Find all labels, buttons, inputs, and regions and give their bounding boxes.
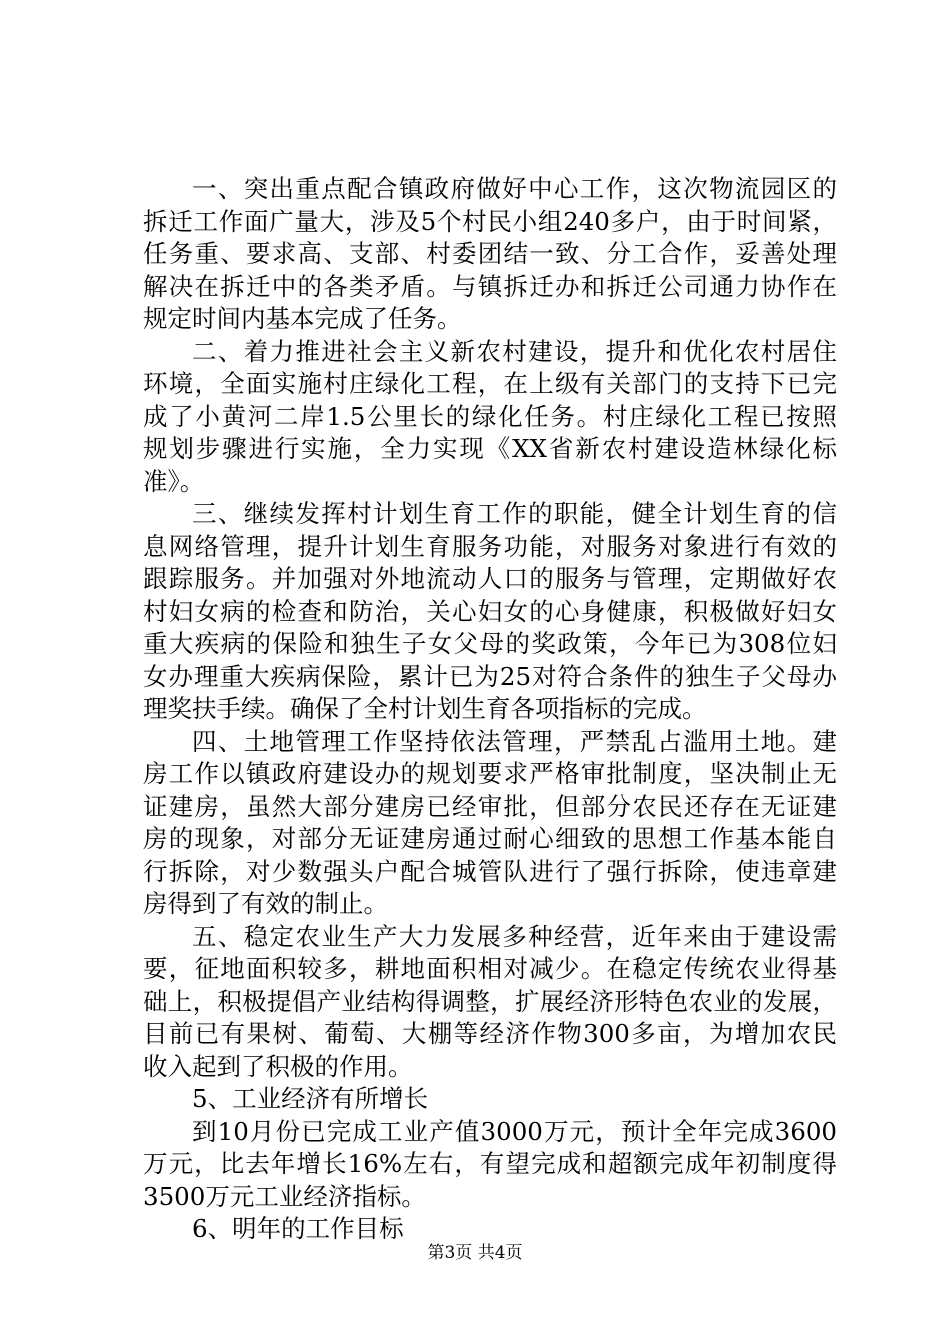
text-line: 要，征地面积较多，耕地面积相对减少。在稳定传统农业得基	[143, 954, 837, 983]
text-line: 女办理重大疾病保险，累计已为25对符合条件的独生子父母办	[143, 661, 837, 691]
text-line: 房得到了有效的制止。	[143, 889, 388, 918]
text-line: 一、突出重点配合镇政府做好中心工作，这次物流园区的	[192, 174, 837, 203]
text-line: 规划步骤进行实施，全力实现《XX省新农村建设造林绿化标	[143, 434, 837, 463]
text-line: 规定时间内基本完成了任务。	[143, 304, 462, 333]
text-line: 收入起到了积极的作用。	[143, 1051, 413, 1081]
text-line: 重大疾病的保险和独生子女父母的奖政策，今年已为308位妇	[143, 629, 837, 658]
text-line: 理奖扶手续。确保了全村计划生育各项指标的完成。	[143, 694, 707, 723]
text-line: 万元，比去年增长16%左右，有望完成和超额完成年初制度得	[143, 1149, 837, 1178]
text-line: 任务重、要求高、支部、村委团结一致、分工合作，妥善处理	[143, 239, 837, 268]
document-body	[143, 173, 837, 1246]
text-line: 房工作以镇政府建设办的规划要求严格审批制度，坚决制止无	[143, 759, 837, 788]
text-line: 证建房，虽然大部分建房已经审批，但部分农民还存在无证建	[143, 791, 837, 821]
text-line: 准》。	[143, 466, 205, 496]
text-line: 村妇女病的检查和防治，关心妇女的心身健康，积极做好妇女	[143, 596, 837, 626]
text-line: 3500万元工业经济指标。	[143, 1181, 426, 1211]
text-line: 础上，积极提倡产业结构得调整，扩展经济形特色农业的发展，	[143, 986, 837, 1016]
text-line: 5、工业经济有所增长	[192, 1084, 429, 1113]
text-line: 成了小黄河二岸1.5公里长的绿化任务。村庄绿化工程已按照	[143, 401, 837, 431]
text-line: 环境，全面实施村庄绿化工程，在上级有关部门的支持下已完	[143, 369, 837, 398]
text-line: 四、土地管理工作坚持依法管理，严禁乱占滥用土地。建	[192, 726, 837, 756]
text-line: 息网络管理，提升计划生育服务功能，对服务对象进行有效的	[143, 531, 837, 561]
text-line: 房的现象，对部分无证建房通过耐心细致的思想工作基本能自	[143, 824, 837, 853]
text-line: 目前已有果树、葡萄、大棚等经济作物300多亩，为增加农民	[143, 1019, 837, 1048]
text-line: 行拆除，对少数强头户配合城管队进行了强行拆除，使违章建	[143, 856, 837, 886]
text-line: 五、稳定农业生产大力发展多种经营，近年来由于建设需	[192, 921, 837, 951]
text-line: 三、继续发挥村计划生育工作的职能，健全计划生育的信	[192, 499, 837, 528]
text-line: 6、明年的工作目标	[192, 1214, 404, 1243]
text-line: 拆迁工作面广量大，涉及5个村民小组240多户，由于时间紧，	[143, 206, 837, 236]
text-line: 二、着力推进社会主义新农村建设，提升和优化农村居住	[192, 336, 837, 366]
page-footer: 第3页 共4页	[427, 1243, 523, 1263]
text-line: 跟踪服务。并加强对外地流动人口的服务与管理，定期做好农	[143, 564, 837, 593]
text-line: 解决在拆迁中的各类矛盾。与镇拆迁办和拆迁公司通力协作在	[143, 271, 837, 301]
text-line: 到10月份已完成工业产值3000万元，预计全年完成3600	[192, 1116, 837, 1146]
